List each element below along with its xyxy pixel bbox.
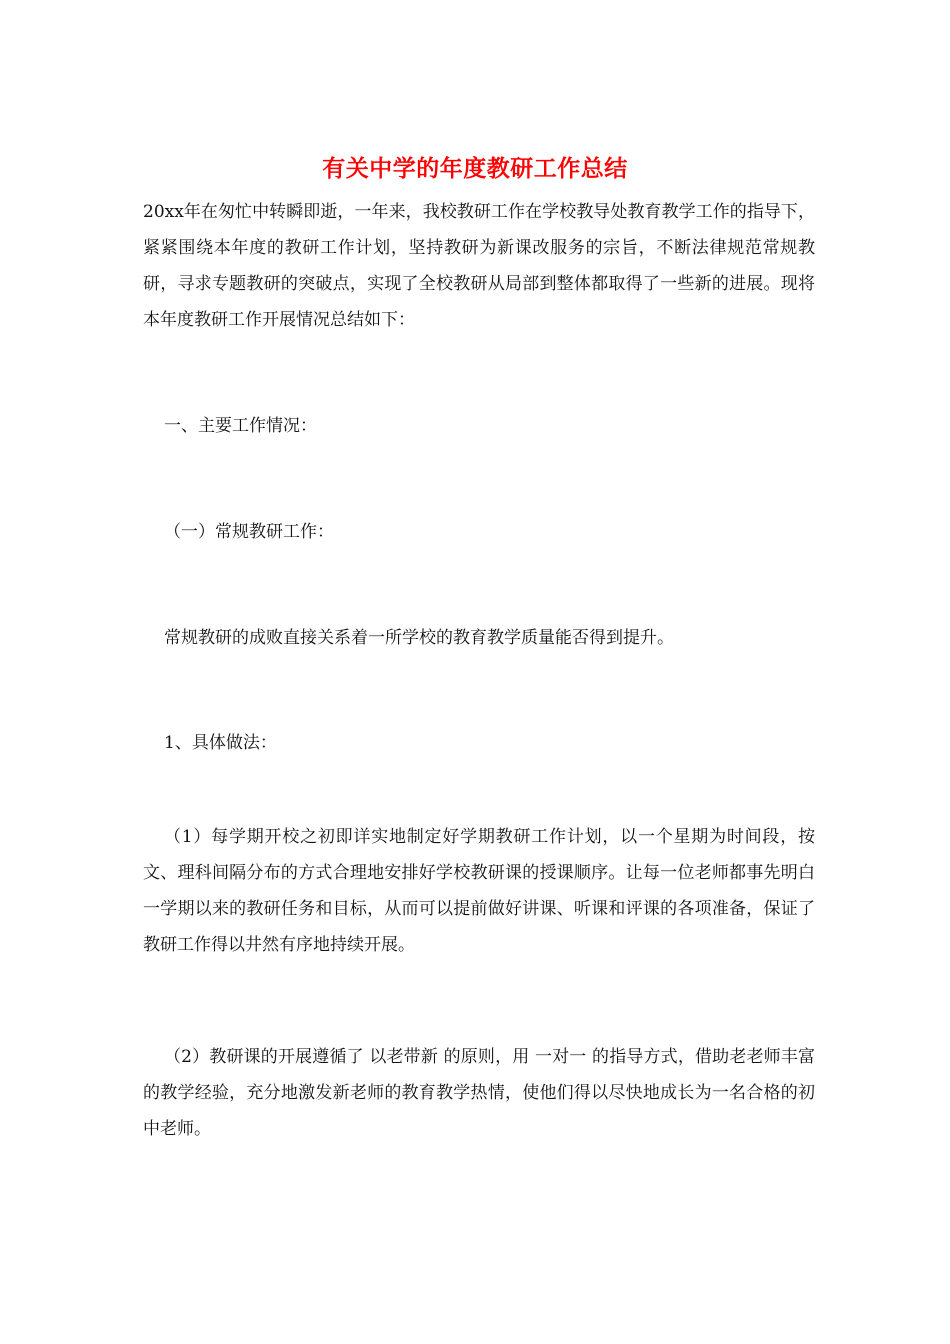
document-title: 有关中学的年度教研工作总结 bbox=[322, 156, 628, 182]
routine-research-paragraph: 常规教研的成败直接关系着一所学校的教育教学质量能否得到提升。 bbox=[164, 628, 674, 648]
item-heading-specific-methods: 1、具体做法： bbox=[164, 733, 277, 753]
section-heading-main-work: 一、主要工作情况： bbox=[164, 416, 317, 436]
intro-paragraph: 20xx年在匆忙中转瞬即逝，一年来，我校教研工作在学校教导处教育教学工作的指导下，紧紧围绕本年度的教研工作计划，坚持教研为新课改服务的宗旨，不断法律规范常规教研，寻求专题教研的突破点，实现了全校教研从局部到整体都取得了一些新的进展。现将本年度教研工作开展情况总结如下： bbox=[143, 202, 815, 330]
method-point-1-paragraph: （1）每学期开校之初即详实地制定好学期教研工作计划，以一个星期为时间段，按文、理科间隔分布的方式合理地安排好学校教研课的授课顺序。让每一位老师都事先明白一学期以来的教研任务和目标，从而可以提前做好讲课、听课和评课的各项准备，保证了教研工作得以井然有序地持续开展。 bbox=[143, 827, 815, 955]
method-point-2-paragraph: （2）教研课的开展遵循了 以老带新 的原则，用 一对一 的指导方式，借助老老师丰富的教学经验，充分地激发新老师的教育教学热情，使他们得以尽快地成长为一名合格的初中老师。 bbox=[143, 1047, 815, 1139]
subsection-heading-routine-research: （一）常规教研工作： bbox=[164, 522, 334, 542]
